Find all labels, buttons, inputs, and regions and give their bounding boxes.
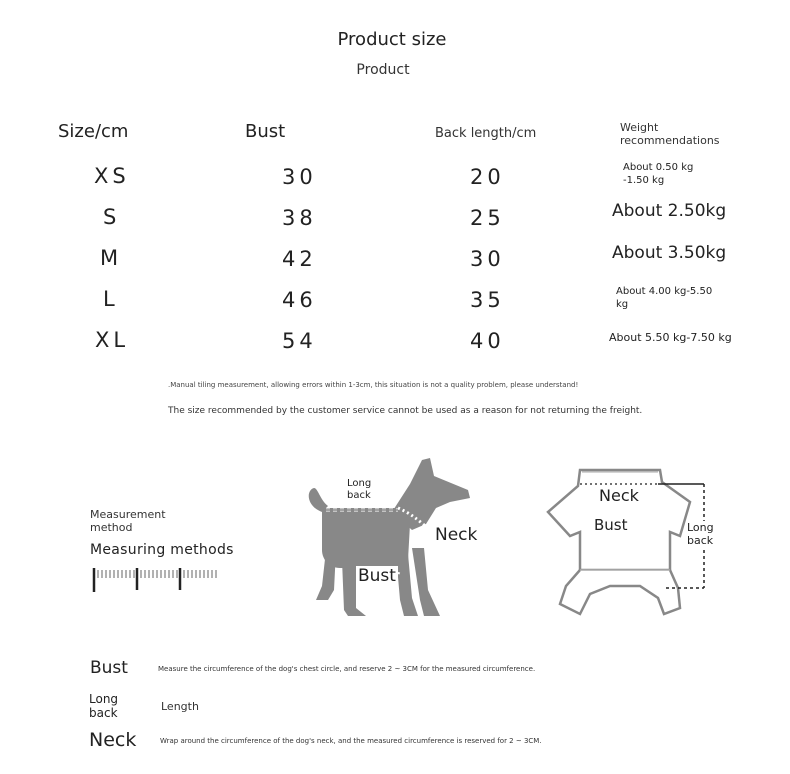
definition-term-neck: Neck xyxy=(89,729,137,751)
tape-measure-icon xyxy=(88,564,223,594)
column-header-back-length: Back length/cm xyxy=(435,126,537,141)
table-cell-weight: About 3.50kg xyxy=(612,243,727,263)
table-cell-bust: 46 xyxy=(282,288,317,312)
table-cell-bust: 42 xyxy=(282,247,317,271)
dog-neck-label: Neck xyxy=(435,525,478,545)
table-cell-size: L xyxy=(103,287,119,311)
freight-note: The size recommended by the customer service cannot be used as a reason for not returning the freight. xyxy=(168,406,643,416)
dog-bust-label: Bust xyxy=(358,566,396,586)
table-cell-back: 30 xyxy=(470,247,505,271)
garment-neck-label: Neck xyxy=(599,486,639,505)
measuring-methods-heading: Measuring methods xyxy=(90,542,234,558)
table-cell-back: 25 xyxy=(470,206,505,230)
definition-text-bust: Measure the circumference of the dog's chest circle, and reserve 2 ~ 3CM for the measured circumference. xyxy=(158,665,536,673)
dog-long-back-label: Long back xyxy=(347,478,372,501)
table-cell-size: XS xyxy=(94,164,130,188)
garment-bust-label: Bust xyxy=(594,516,628,534)
page-title: Product size xyxy=(337,29,447,50)
table-cell-size: S xyxy=(103,205,121,229)
table-cell-back: 40 xyxy=(470,329,505,353)
page-subtitle: Product xyxy=(356,62,410,78)
column-header-weight: Weight recommendations xyxy=(620,121,720,147)
column-header-size: Size/cm xyxy=(58,121,129,142)
table-cell-weight: About 0.50 kg -1.50 kg xyxy=(623,162,694,186)
table-cell-bust: 30 xyxy=(282,165,317,189)
table-cell-bust: 54 xyxy=(282,329,317,353)
table-cell-weight: About 2.50kg xyxy=(612,201,727,221)
definition-text-long-back: Length xyxy=(161,700,199,713)
garment-long-back-label: Long back xyxy=(687,521,727,547)
definition-term-bust: Bust xyxy=(90,658,128,678)
table-cell-back: 20 xyxy=(470,165,505,189)
table-cell-weight: About 5.50 kg-7.50 kg xyxy=(609,331,732,344)
measurement-error-note: .Manual tiling measurement, allowing errors within 1-3cm, this situation is not a quality problem, please understand! xyxy=(168,381,579,389)
column-header-bust: Bust xyxy=(245,121,286,142)
measurement-method-label: Measurement method xyxy=(90,508,166,534)
definition-text-neck: Wrap around the circumference of the dog's neck, and the measured circumference is reserved for 2 ~ 3CM. xyxy=(160,737,542,745)
table-cell-size: M xyxy=(100,246,123,270)
table-cell-size: XL xyxy=(95,328,130,352)
table-cell-back: 35 xyxy=(470,288,505,312)
table-cell-bust: 38 xyxy=(282,206,317,230)
definition-term-long-back: Long back xyxy=(89,692,119,720)
table-cell-weight: About 4.00 kg-5.50 kg xyxy=(616,286,713,310)
